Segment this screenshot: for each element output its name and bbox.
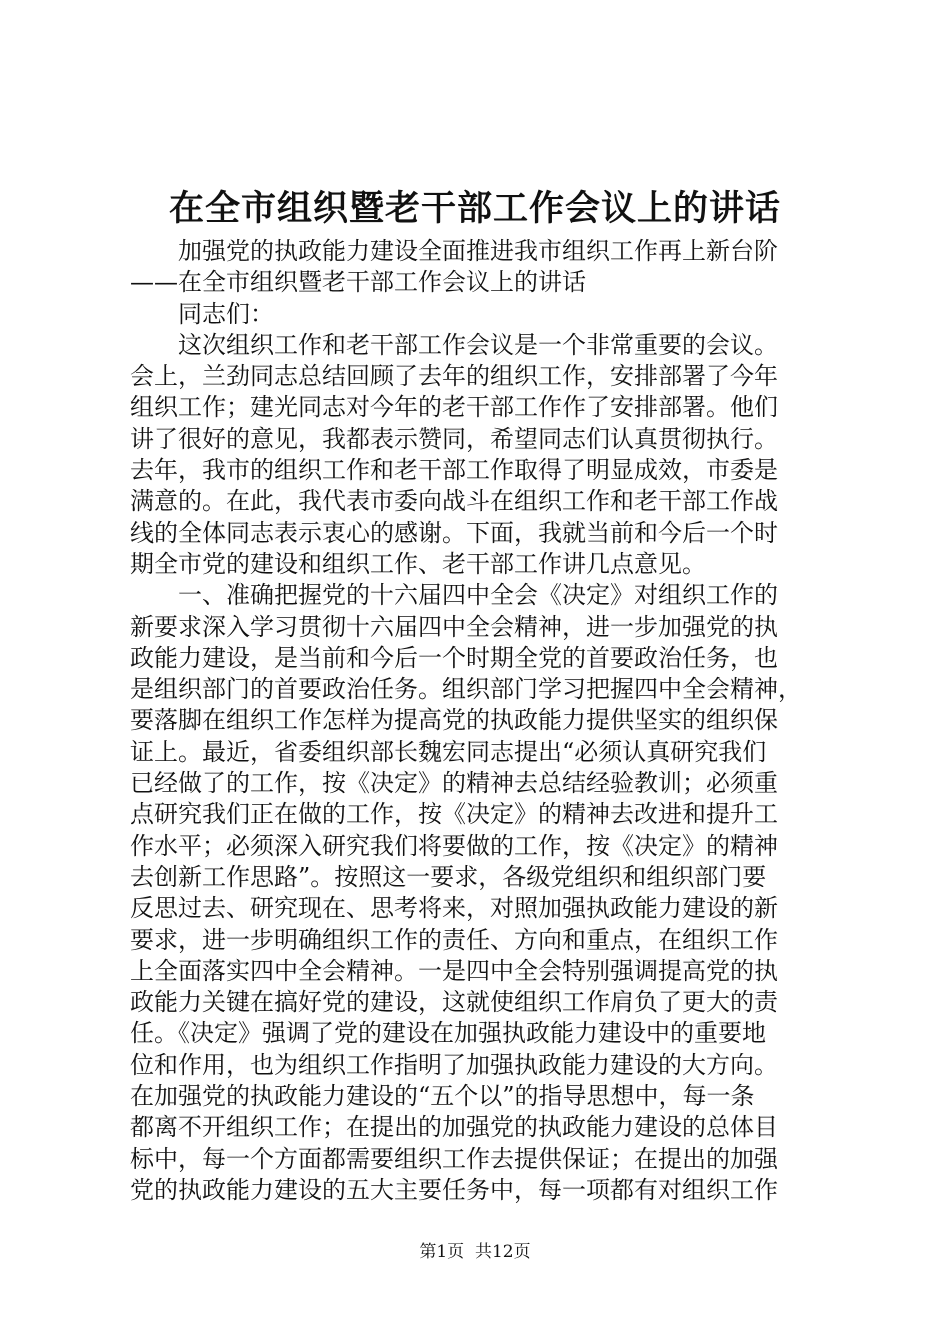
text-line: 组织工作；建光同志对今年的老干部工作作了安排部署。他们 [130,393,778,422]
text-line: 政能力关键在搞好党的建设，这就使组织工作肩负了更大的责 [130,988,778,1017]
text-line: 已经做了的工作，按《决定》的精神去总结经验教训；必须重 [130,769,778,798]
text-line: 新要求深入学习贯彻十六届四中全会精神，进一步加强党的执 [130,612,778,641]
text-line: 会上，兰劲同志总结回顾了去年的组织工作，安排部署了今年 [130,362,778,391]
text-line: 要落脚在组织工作怎样为提高党的执政能力提供坚实的组织保 [130,706,778,735]
text-line: 证上。最近，省委组织部长魏宏同志提出“必须认真研究我们 [130,737,767,766]
text-line: 同志们： [130,299,274,328]
text-line: 这次组织工作和老干部工作会议是一个非常重要的会议。 [130,330,778,359]
text-line: 在加强党的执政能力建设的“五个以”的指导思想中，每一条 [130,1082,755,1111]
text-line: 都离不开组织工作；在提出的加强党的执政能力建设的总体目 [130,1113,778,1142]
text-line: 要求，进一步明确组织工作的责任、方向和重点，在组织工作 [130,925,778,954]
text-line: 加强党的执政能力建设全面推进我市组织工作再上新台阶 [130,237,778,265]
text-line: ——在全市组织暨老干部工作会议上的讲话 [130,268,586,297]
text-line: 线的全体同志表示衷心的感谢。下面，我就当前和今后一个时 [130,518,778,547]
text-line: 上全面落实四中全会精神。一是四中全会特别强调提高党的执 [130,956,778,985]
text-line: 反思过去、研究现在、思考将来，对照加强执政能力建设的新 [130,894,778,923]
text-line: 位和作用，也为组织工作指明了加强执政能力建设的大方向。 [130,1050,778,1079]
text-line: 一、准确把握党的十六届四中全会《决定》对组织工作的 [130,581,778,610]
text-line: 去创新工作思路”。按照这一要求，各级党组织和组织部门要 [130,862,767,891]
text-line: 期全市党的建设和组织工作、老干部工作讲几点意见。 [130,549,706,578]
text-line: 是组织部门的首要政治任务。组织部门学习把握四中全会精神， [130,675,802,704]
text-line: 讲了很好的意见，我都表示赞同，希望同志们认真贯彻执行。 [130,424,778,453]
document-title: 在全市组织暨老干部工作会议上的讲话 [168,188,781,229]
text-line: 点研究我们正在做的工作，按《决定》的精神去改进和提升工 [130,800,778,829]
page-footer: 第1页 共12页 [419,1242,531,1262]
text-line: 任。《决定》强调了党的建设在加强执政能力建设中的重要地 [130,1019,766,1048]
text-line: 作水平；必须深入研究我们将要做的工作，按《决定》的精神 [130,831,778,860]
text-line: 去年，我市的组织工作和老干部工作取得了明显成效，市委是 [130,456,778,485]
text-line: 党的执政能力建设的五大主要任务中，每一项都有对组织工作 [130,1175,778,1204]
text-line: 满意的。在此，我代表市委向战斗在组织工作和老干部工作战 [130,487,778,516]
document-body [130,236,830,1206]
text-line: 政能力建设，是当前和今后一个时期全党的首要政治任务，也 [130,643,778,672]
text-line: 标中，每一个方面都需要组织工作去提供保证；在提出的加强 [130,1144,778,1173]
